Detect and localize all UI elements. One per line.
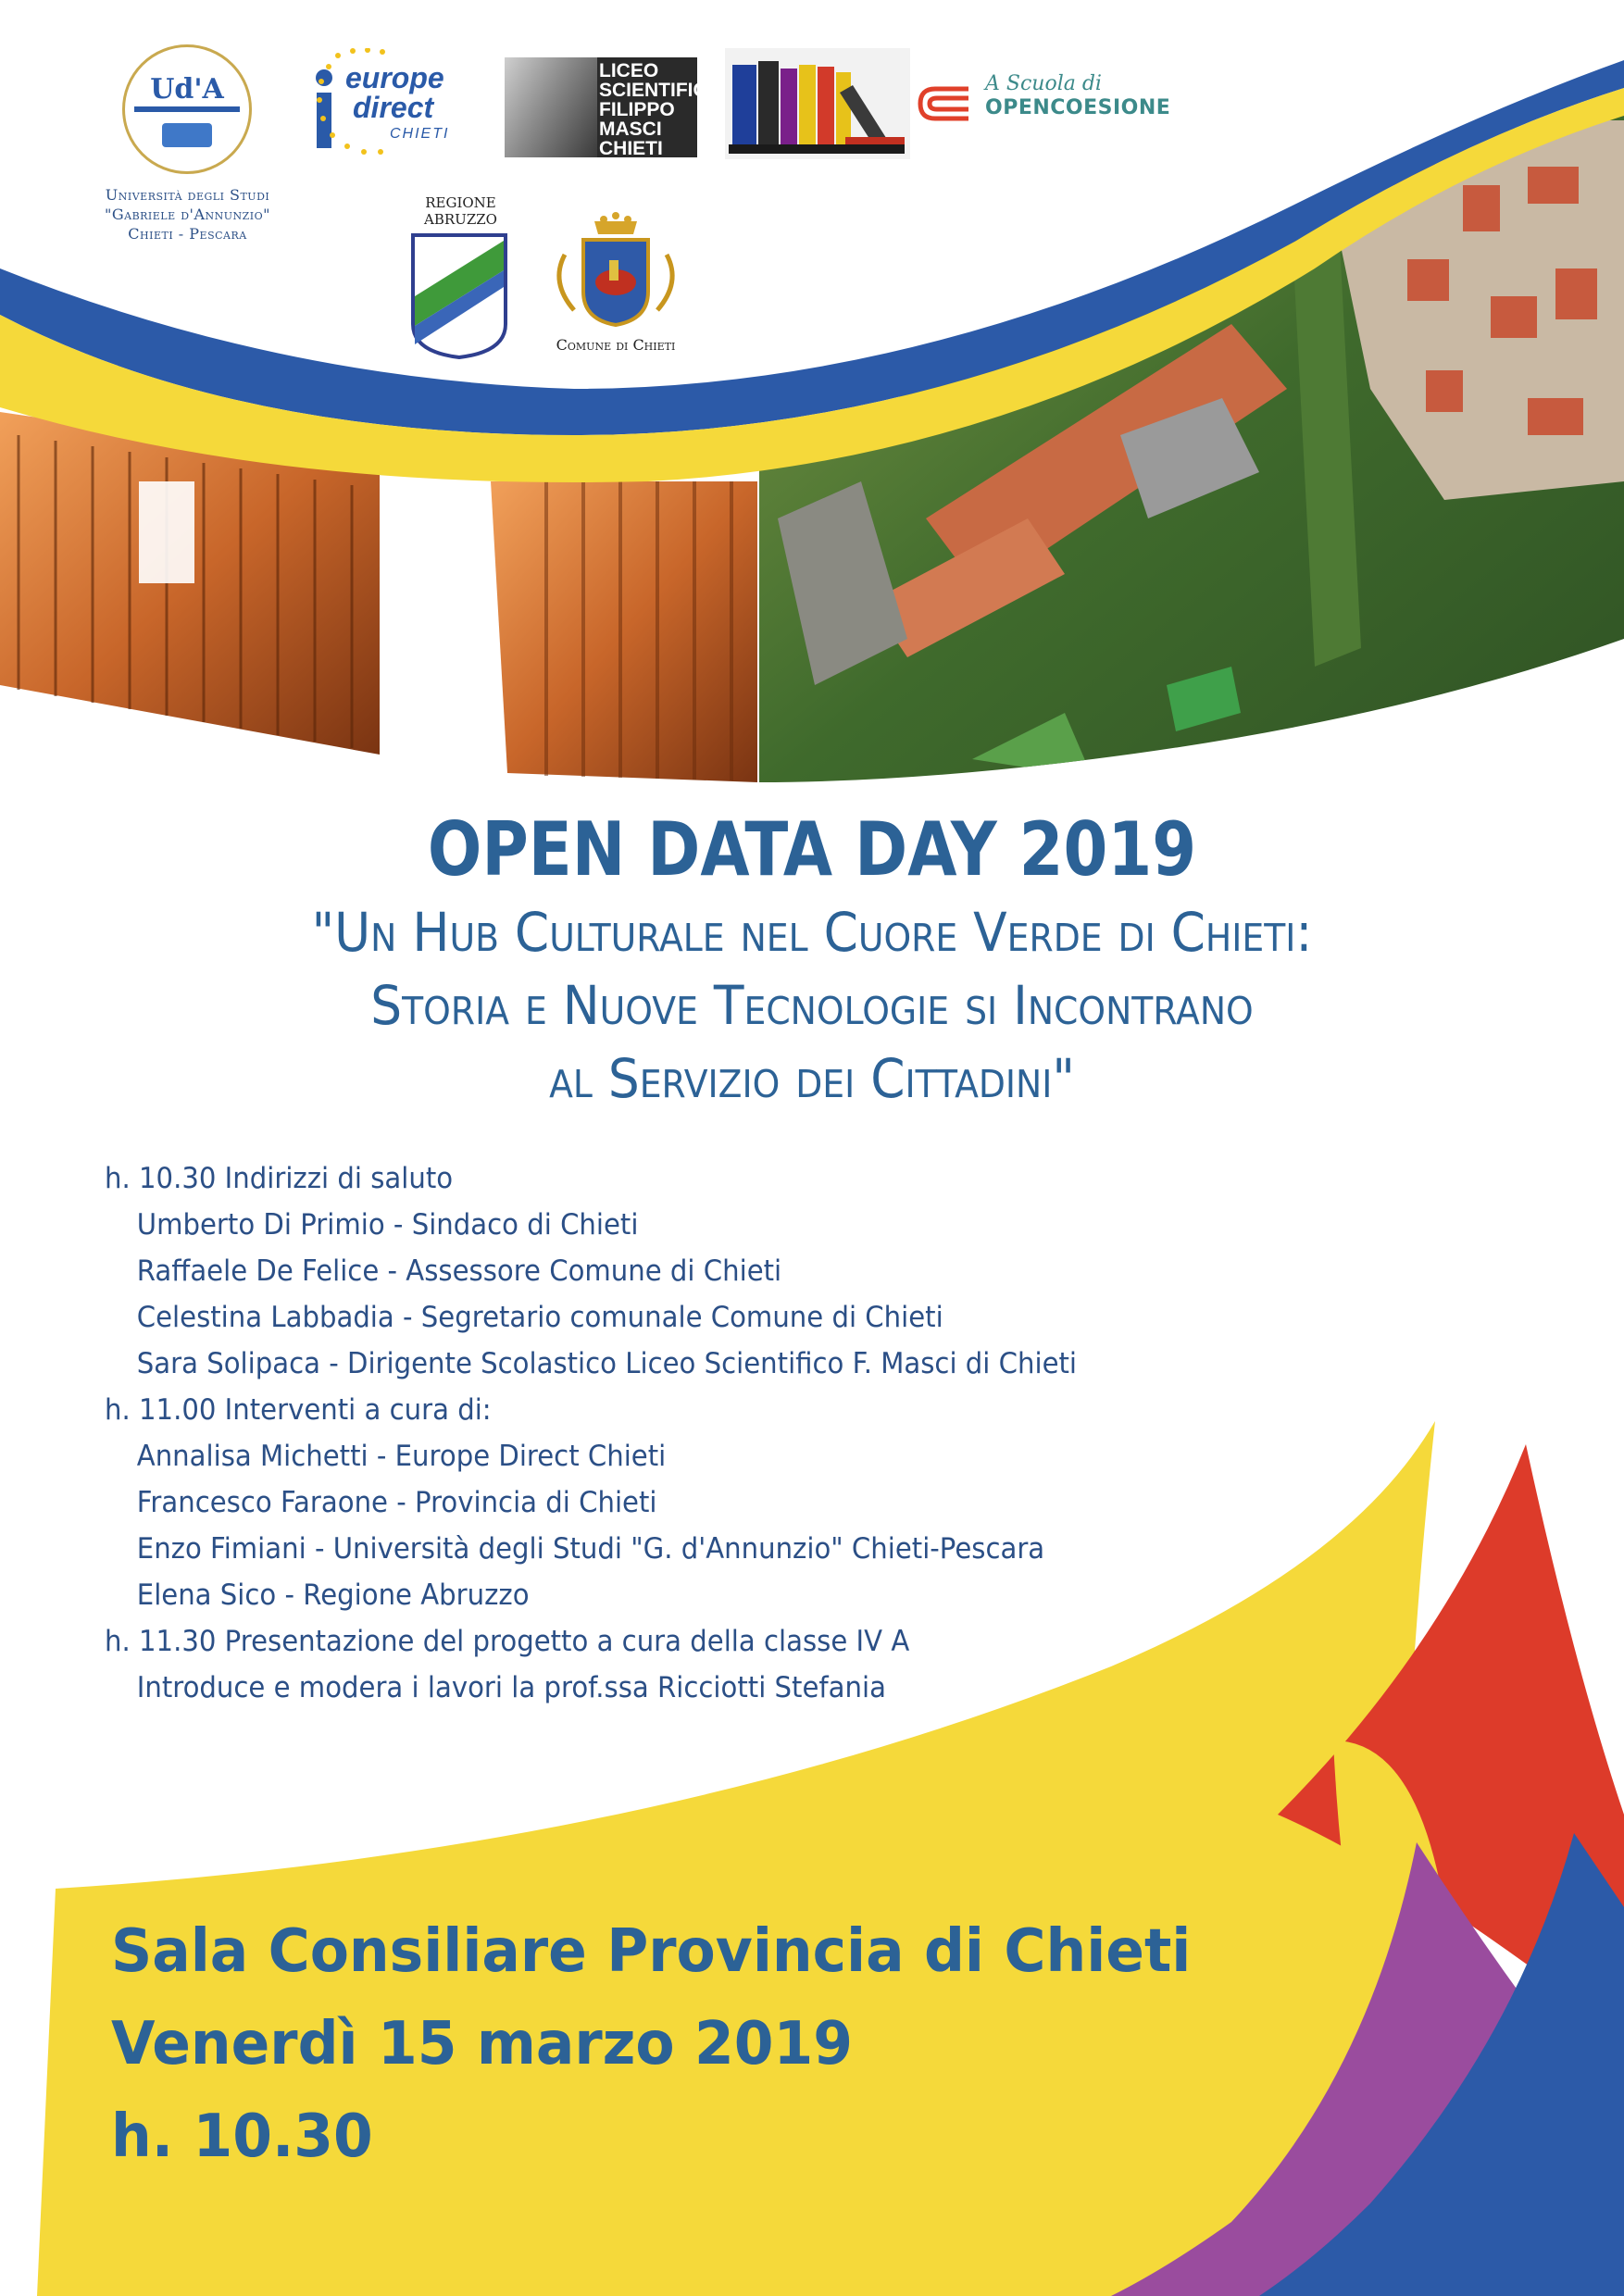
venue-block [111,1905,1191,2183]
program-item: Annalisa Michetti - Europe Direct Chieti [136,1440,667,1473]
university-mark: Ud'A [150,73,224,106]
comune-crest-icon [546,208,685,329]
statue-face-icon [505,57,597,157]
program-item: Umberto Di Primio - Sindaco di Chieti [136,1208,639,1242]
program-item: h. 11.30 Presentazione del progetto a cura della classe IV A [105,1625,910,1658]
regione-abruzzo-shield-icon [407,231,511,361]
event-title: OPEN DATA DAY 2019 [427,806,1197,892]
opencoesione-logo: A Scuola di OPENCOESIONE [917,72,1157,128]
comune-caption: Comune di Chieti [556,336,676,354]
opencoesione-mark-icon [917,85,974,122]
event-subtitle: "Un Hub Culturale nel Cuore Verde di Chieti: Storia e Nuove Tecnologie si Incontrano al Servizio dei Cittadini" [311,901,1313,1110]
university-caption: Università degli Studi "Gabriele d'Annunzio" Chieti - Pescara [104,186,271,243]
program-list [105,1155,1216,1711]
europe-direct-logo: europe direct CHIETI [310,48,463,164]
program-item: h. 11.00 Interventi a cura di: [105,1393,492,1427]
venue-time: h. 10.30 [111,2103,373,2171]
venue-date: Venerdì 15 marzo 2019 [111,2010,854,2078]
books-logo-icon [725,48,910,159]
program-item: h. 10.30 Indirizzi di saluto [105,1162,454,1195]
program-item: Raffaele De Felice - Assessore Comune di Chieti [136,1254,782,1288]
program-item: Enzo Fimiani - Università degli Studi "G. d'Annunzio" Chieti-Pescara [136,1532,1045,1566]
program-item: Elena Sico - Regione Abruzzo [136,1578,530,1612]
program-item: Sara Solipaca - Dirigente Scolastico Liceo Scientifico F. Masci di Chieti [136,1347,1078,1380]
university-seal-icon [122,44,252,174]
venue-place: Sala Consiliare Provincia di Chieti [111,1917,1192,1986]
regione-caption: REGIONE ABRUZZO [424,194,497,228]
program-item: Introduce e modera i lavori la prof.ssa Ricciotti Stefania [136,1671,886,1704]
liceo-logo: LICEO SCIENTIFICO FILIPPO MASCI CHIETI [505,57,697,157]
program-item: Francesco Faraone - Provincia di Chieti [136,1486,657,1519]
program-item: Celestina Labbadia - Segretario comunale Comune di Chieti [136,1301,943,1334]
